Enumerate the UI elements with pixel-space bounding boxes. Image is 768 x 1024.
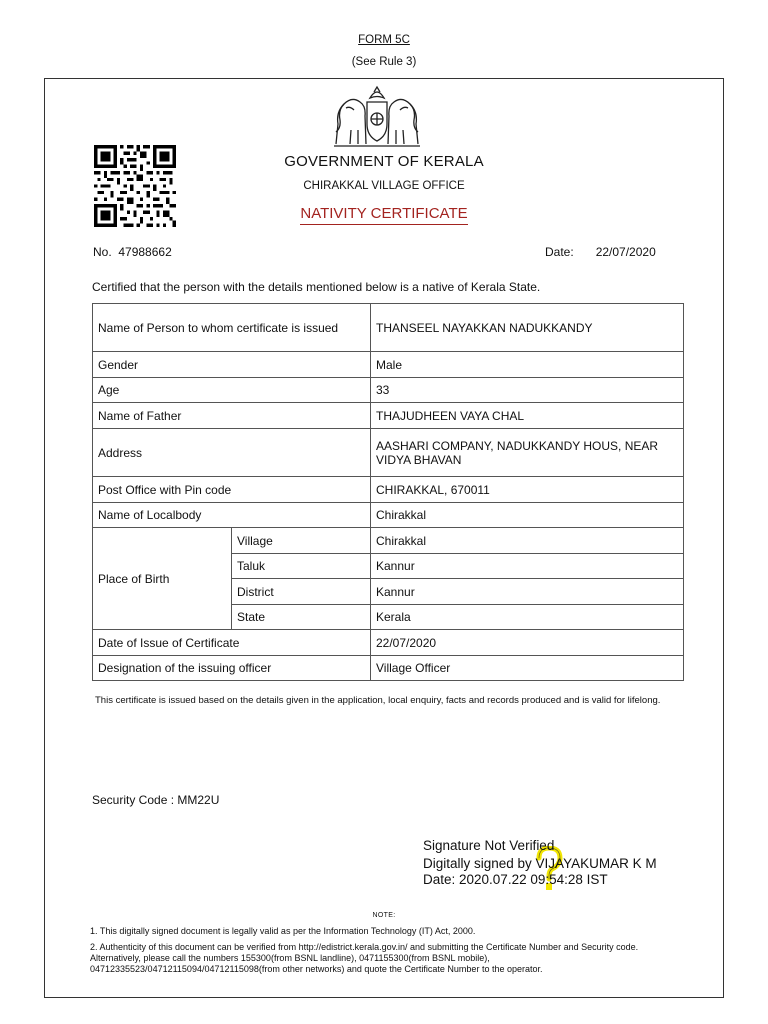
table-row (93, 304, 684, 352)
table-row (93, 378, 684, 403)
validity-disclaimer: This certificate is issued based on the details given in the application, local enquiry, facts and records produced and is valid for lifelong. (95, 695, 661, 706)
certificate-date-label: Date: (545, 245, 574, 259)
certificate-date (545, 245, 656, 259)
notes-heading: NOTE: (372, 912, 396, 919)
table-row (93, 403, 684, 429)
taluk-value: Kannur (371, 554, 684, 579)
office-name: CHIRAKKAL VILLAGE OFFICE (303, 180, 465, 192)
table-row (93, 630, 684, 656)
gender-label: Gender (93, 352, 371, 378)
certificate-number-value: 47988662 (118, 245, 172, 259)
district-value: Kannur (371, 579, 684, 605)
issue-date-value: 22/07/2020 (371, 630, 684, 656)
village-label: Village (232, 528, 371, 554)
post-office-value: CHIRAKKAL, 670011 (371, 477, 684, 503)
certification-statement: Certified that the person with the details mentioned below is a native of Kerala State. (92, 280, 541, 294)
certificate-number-label: No. (93, 245, 112, 259)
village-value: Chirakkal (371, 528, 684, 554)
certificate-number (93, 245, 172, 259)
government-heading: GOVERNMENT OF KERALA (284, 153, 484, 170)
localbody-value: Chirakkal (371, 503, 684, 528)
table-row (93, 429, 684, 477)
note-item: 1. This digitally signed document is legally valid as per the Information Technology (IT) Act, 2000. (90, 926, 476, 936)
details-table (92, 303, 684, 681)
state-value: Kerala (371, 605, 684, 630)
address-label: Address (93, 429, 371, 477)
kerala-emblem-icon (330, 84, 424, 150)
table-row (93, 477, 684, 503)
localbody-label: Name of Localbody (93, 503, 371, 528)
address-value: AASHARI COMPANY, NADUKKANDY HOUS, NEAR VIDYA BHAVAN (371, 429, 684, 477)
table-row (93, 352, 684, 378)
form-number: FORM 5C (358, 34, 410, 46)
note-item: 2. Authenticity of this document can be verified from http://edistrict.kerala.gov.in/ and submitting the Certificate Number and Security code. Alternatively, please call the numbers 155300(from BSNL landline), 0471155300(from BSNL mobile), 04712335523/04712115094/04712115098(from other networks) and quote the Certificate Number to the operator. (90, 942, 639, 974)
age-label: Age (93, 378, 371, 403)
gender-value: Male (371, 352, 684, 378)
father-label: Name of Father (93, 403, 371, 429)
place-of-birth-label: Place of Birth (93, 528, 232, 630)
certificate-title: NATIVITY CERTIFICATE (0, 205, 768, 222)
designation-value: Village Officer (371, 656, 684, 681)
age-value: 33 (371, 378, 684, 403)
security-code: Security Code : MM22U (92, 793, 220, 807)
taluk-label: Taluk (232, 554, 371, 579)
form-rule: (See Rule 3) (351, 56, 417, 68)
certificate-date-value: 22/07/2020 (595, 245, 656, 259)
signature-date: Date: 2020.07.22 09:54:28 IST (423, 872, 608, 887)
signature-status: Signature Not Verified (423, 838, 555, 853)
state-label: State (232, 605, 371, 630)
notes-list (90, 926, 670, 980)
table-row (93, 503, 684, 528)
table-row (93, 656, 684, 681)
name-label: Name of Person to whom certificate is issued (93, 304, 371, 352)
post-office-label: Post Office with Pin code (93, 477, 371, 503)
father-value: THAJUDHEEN VAYA CHAL (371, 403, 684, 429)
table-row (93, 528, 684, 554)
signature-signer: Digitally signed by VIJAYAKUMAR K M (423, 856, 657, 871)
issue-date-label: Date of Issue of Certificate (93, 630, 371, 656)
name-value: THANSEEL NAYAKKAN NADUKKANDY (371, 304, 684, 352)
designation-label: Designation of the issuing officer (93, 656, 371, 681)
district-label: District (232, 579, 371, 605)
